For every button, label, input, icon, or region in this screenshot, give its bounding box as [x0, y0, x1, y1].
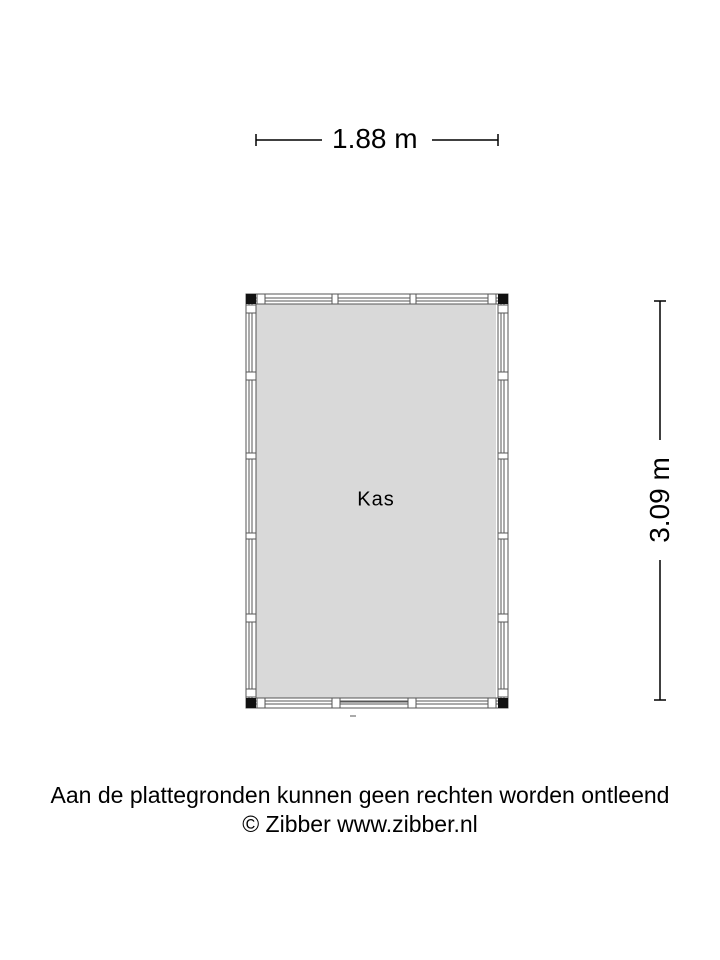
left-wall-mullions [246, 305, 256, 697]
bottom-wall-mullions [257, 698, 496, 708]
width-dimension-label: 1.88 m [328, 125, 422, 153]
top-wall-mullions [257, 294, 496, 304]
room-label: Kas [357, 488, 395, 511]
disclaimer-text: Aan de plattegronden kunnen geen rechten worden ontleend [50, 782, 670, 808]
right-wall-mullions [498, 305, 508, 697]
height-dimension-label: 3.09 m [646, 453, 674, 547]
copyright-text: © Zibber www.zibber.nl [242, 811, 478, 837]
